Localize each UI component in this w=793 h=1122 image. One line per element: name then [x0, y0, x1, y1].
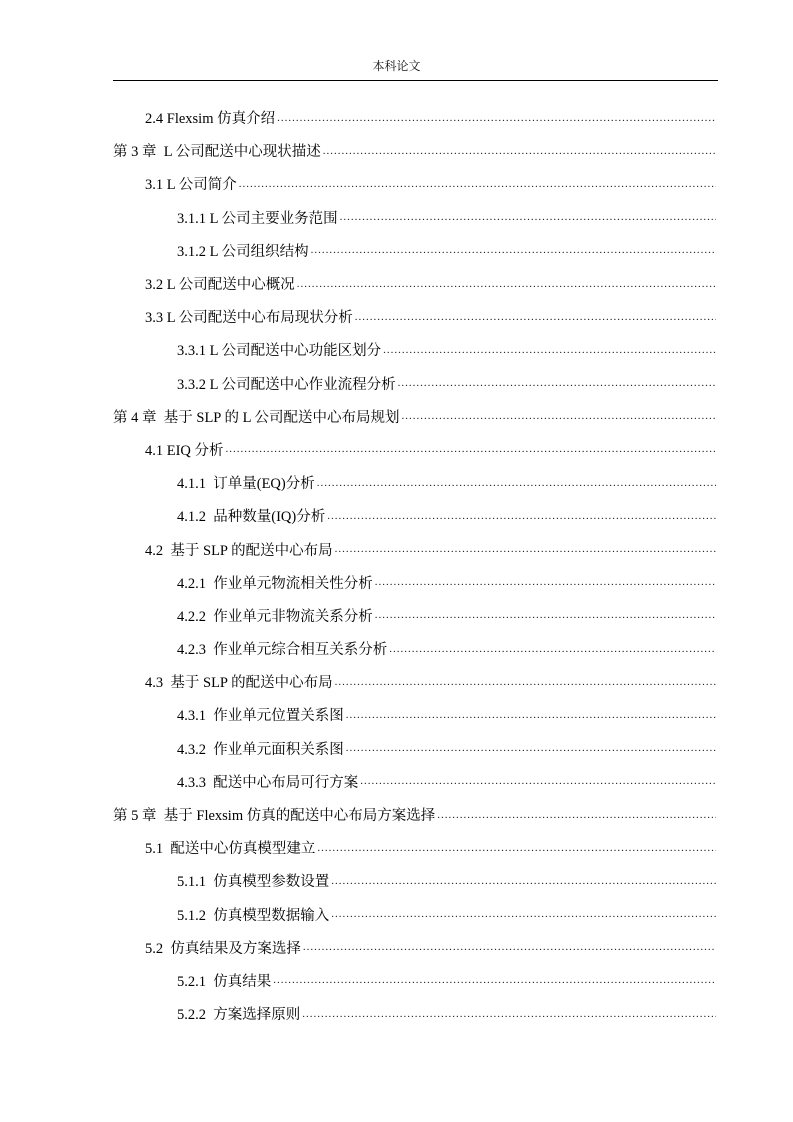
- toc-entry[interactable]: [113, 931, 716, 964]
- toc-entry-label: 第 5 章 基于 Flexsim 仿真的配送中心布局方案选择: [113, 808, 436, 825]
- toc-entry[interactable]: [113, 267, 716, 300]
- toc-entry-label: 第 4 章 基于 SLP 的 L 公司配送中心布局规划: [113, 409, 400, 426]
- toc-dot-leader: [355, 311, 716, 323]
- toc-entry-label: 4.2.1 作业单元物流相关性分析: [177, 575, 373, 592]
- toc-entry[interactable]: [113, 134, 716, 167]
- toc-dot-leader: [375, 609, 716, 621]
- toc-entry[interactable]: [113, 499, 716, 532]
- toc-entry-label: 4.1.1 订单量(EQ)分析: [177, 476, 315, 493]
- toc-entry-label: 3.1.1 L 公司主要业务范围: [177, 210, 338, 227]
- toc-dot-leader: [335, 543, 716, 555]
- toc-entry-label: 4.2.2 作业单元非物流关系分析: [177, 608, 373, 625]
- toc-dot-leader: [346, 709, 716, 721]
- toc-entry[interactable]: [113, 234, 716, 267]
- toc-entry-label: 5.2 仿真结果及方案选择: [145, 940, 301, 957]
- toc-entry-label: 5.1.2 仿真模型数据输入: [177, 907, 330, 924]
- toc-entry-label: 4.3.1 作业单元位置关系图: [177, 708, 344, 725]
- toc-dot-leader: [297, 278, 716, 290]
- toc-dot-leader: [311, 244, 716, 256]
- toc-entry-label: 4.1 EIQ 分析: [145, 442, 224, 459]
- toc-dot-leader: [346, 742, 716, 754]
- toc-entry-label: 3.3.1 L 公司配送中心功能区划分: [177, 343, 382, 360]
- toc-entry-label: 3.3 L 公司配送中心布局现状分析: [145, 310, 353, 327]
- toc-entry[interactable]: [113, 201, 716, 234]
- toc-entry[interactable]: [113, 167, 716, 200]
- toc-entry-label: 3.1 L 公司简介: [145, 177, 237, 194]
- toc-entry[interactable]: [113, 864, 716, 897]
- toc-entry[interactable]: [113, 532, 716, 565]
- toc-entry[interactable]: [113, 466, 716, 499]
- toc-entry-label: 4.1.2 品种数量(IQ)分析: [177, 509, 326, 526]
- toc-entry[interactable]: [113, 831, 716, 864]
- toc-entry[interactable]: [113, 732, 716, 765]
- toc-entry-label: 4.2 基于 SLP 的配送中心布局: [145, 542, 333, 559]
- page-header-title: 本科论文: [372, 59, 421, 73]
- toc-entry[interactable]: [113, 433, 716, 466]
- header-divider: [113, 80, 718, 81]
- toc-dot-leader: [437, 809, 716, 821]
- toc-dot-leader: [335, 676, 716, 688]
- toc-dot-leader: [277, 112, 716, 124]
- toc-dot-leader: [239, 178, 716, 190]
- toc-entry-label: 4.3.2 作业单元面积关系图: [177, 741, 344, 758]
- toc-entry-label: 3.3.2 L 公司配送中心作业流程分析: [177, 376, 396, 393]
- toc-dot-leader: [375, 576, 716, 588]
- toc-entry[interactable]: [113, 898, 716, 931]
- toc-entry[interactable]: [113, 765, 716, 798]
- toc-entry-label: 3.2 L 公司配送中心概况: [145, 277, 295, 294]
- toc-dot-leader: [402, 410, 716, 422]
- toc-entry[interactable]: [113, 997, 716, 1030]
- toc-dot-leader: [273, 974, 716, 986]
- toc-dot-leader: [226, 443, 716, 455]
- toc-entry[interactable]: [113, 367, 716, 400]
- toc-dot-leader: [360, 775, 716, 787]
- toc-entry-label: 4.3 基于 SLP 的配送中心布局: [145, 675, 333, 692]
- toc-entry-label: 第 3 章 L 公司配送中心现状描述: [113, 144, 321, 161]
- toc-dot-leader: [302, 1008, 716, 1020]
- toc-dot-leader: [340, 211, 716, 223]
- toc-entry[interactable]: [113, 964, 716, 997]
- toc-entry[interactable]: [113, 665, 716, 698]
- toc-entry-label: 5.2.2 方案选择原则: [177, 1007, 301, 1024]
- toc-entry[interactable]: [113, 101, 716, 134]
- toc-entry[interactable]: [113, 698, 716, 731]
- toc-dot-leader: [389, 643, 716, 655]
- toc-entry-label: 5.1.1 仿真模型参数设置: [177, 874, 330, 891]
- toc-dot-leader: [327, 510, 716, 522]
- toc-dot-leader: [383, 344, 716, 356]
- toc-dot-leader: [398, 377, 716, 389]
- toc-entry-label: 3.1.2 L 公司组织结构: [177, 243, 309, 260]
- toc-entry-label: 5.1 配送中心仿真模型建立: [145, 841, 316, 858]
- toc-entry-label: 4.3.3 配送中心布局可行方案: [177, 774, 359, 791]
- toc-entry[interactable]: [113, 400, 716, 433]
- toc-entry-label: 5.2.1 仿真结果: [177, 973, 272, 990]
- toc-entry[interactable]: [113, 566, 716, 599]
- toc-dot-leader: [317, 842, 716, 854]
- toc-entry[interactable]: [113, 632, 716, 665]
- toc-dot-leader: [323, 145, 716, 157]
- toc-entry-label: 4.2.3 作业单元综合相互关系分析: [177, 642, 388, 659]
- toc-entry-label: 2.4 Flexsim 仿真介绍: [145, 111, 276, 128]
- toc-entry[interactable]: [113, 300, 716, 333]
- toc-entry[interactable]: [113, 333, 716, 366]
- toc-dot-leader: [303, 941, 716, 953]
- toc-dot-leader: [331, 908, 716, 920]
- toc-entry[interactable]: [113, 798, 716, 831]
- toc-dot-leader: [331, 875, 716, 887]
- toc-dot-leader: [317, 477, 716, 489]
- toc-entry[interactable]: [113, 599, 716, 632]
- table-of-contents: [113, 101, 716, 1030]
